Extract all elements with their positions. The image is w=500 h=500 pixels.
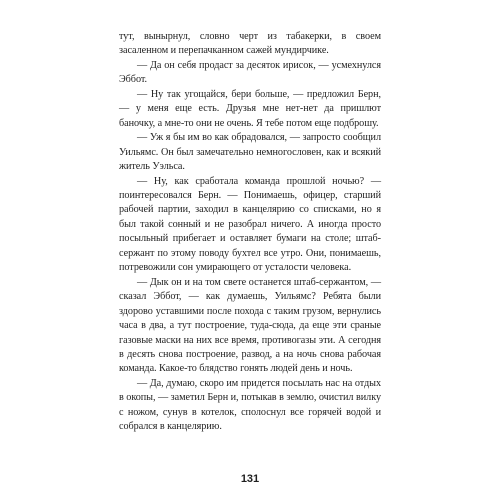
- paragraph-6: — Дык он и на том свете останется штаб-сержантом, — сказал Эббот, — как думаешь, Уильямс? Ребята были здорово уставшими после похода с таким грузом, вернулись часа в два, а тут построение, туда-сюда, да еще эти сраные газовые маски на них все время, противогазы эти. А сегодня в десять снова построение, развод, а на ночь снова рабочая команда. Какое-то блядство гонять людей день и ночь.: [119, 276, 381, 375]
- paragraph-1: тут, вынырнул, словно черт из табакерки, в своем засаленном и перепачканном сажей мундирчике.: [119, 31, 381, 57]
- paragraph-4: — Уж я бы им во как обрадовался, — запросто сообщил Уильямс. Он был замечательно немногословен, как и всякий житель Уэльса.: [119, 132, 381, 173]
- paragraph-2: — Да он себя продаст за десяток ирисок, — усмехнулся Эббот.: [119, 59, 381, 86]
- book-page-text: [119, 30, 381, 435]
- paragraph-5: — Ну, как сработала команда прошлой ночью? — поинтересовался Берн. — Понимаешь, офицер, старший рабочей партии, заходил в канцелярию со списками, но я был такой сонный и не разобрал ничего. А иногда просто посыльный прибегает и оставляет бумаги на столе; штаб-сержант по этому поводу бухтел все утро. Они, понимаешь, потревожили сон умирающего от усталости человека.: [119, 175, 381, 274]
- paragraph-3: — Ну так угощайся, бери больше, — предложил Берн, — у меня еще есть. Друзья мне нет-нет да пришлют баночку, а мне-то они не очень. Я тебе потом еще подброшу.: [119, 88, 381, 129]
- paragraph-7: — Да, думаю, скоро им придется посылать нас на отдых в окопы, — заметил Берн и, потыкав в землю, очистил вилку с ножом, сунув в котелок, сполоснул все горячей водой и собрался в канцелярию.: [119, 377, 381, 433]
- page-number: 131: [240, 473, 260, 485]
